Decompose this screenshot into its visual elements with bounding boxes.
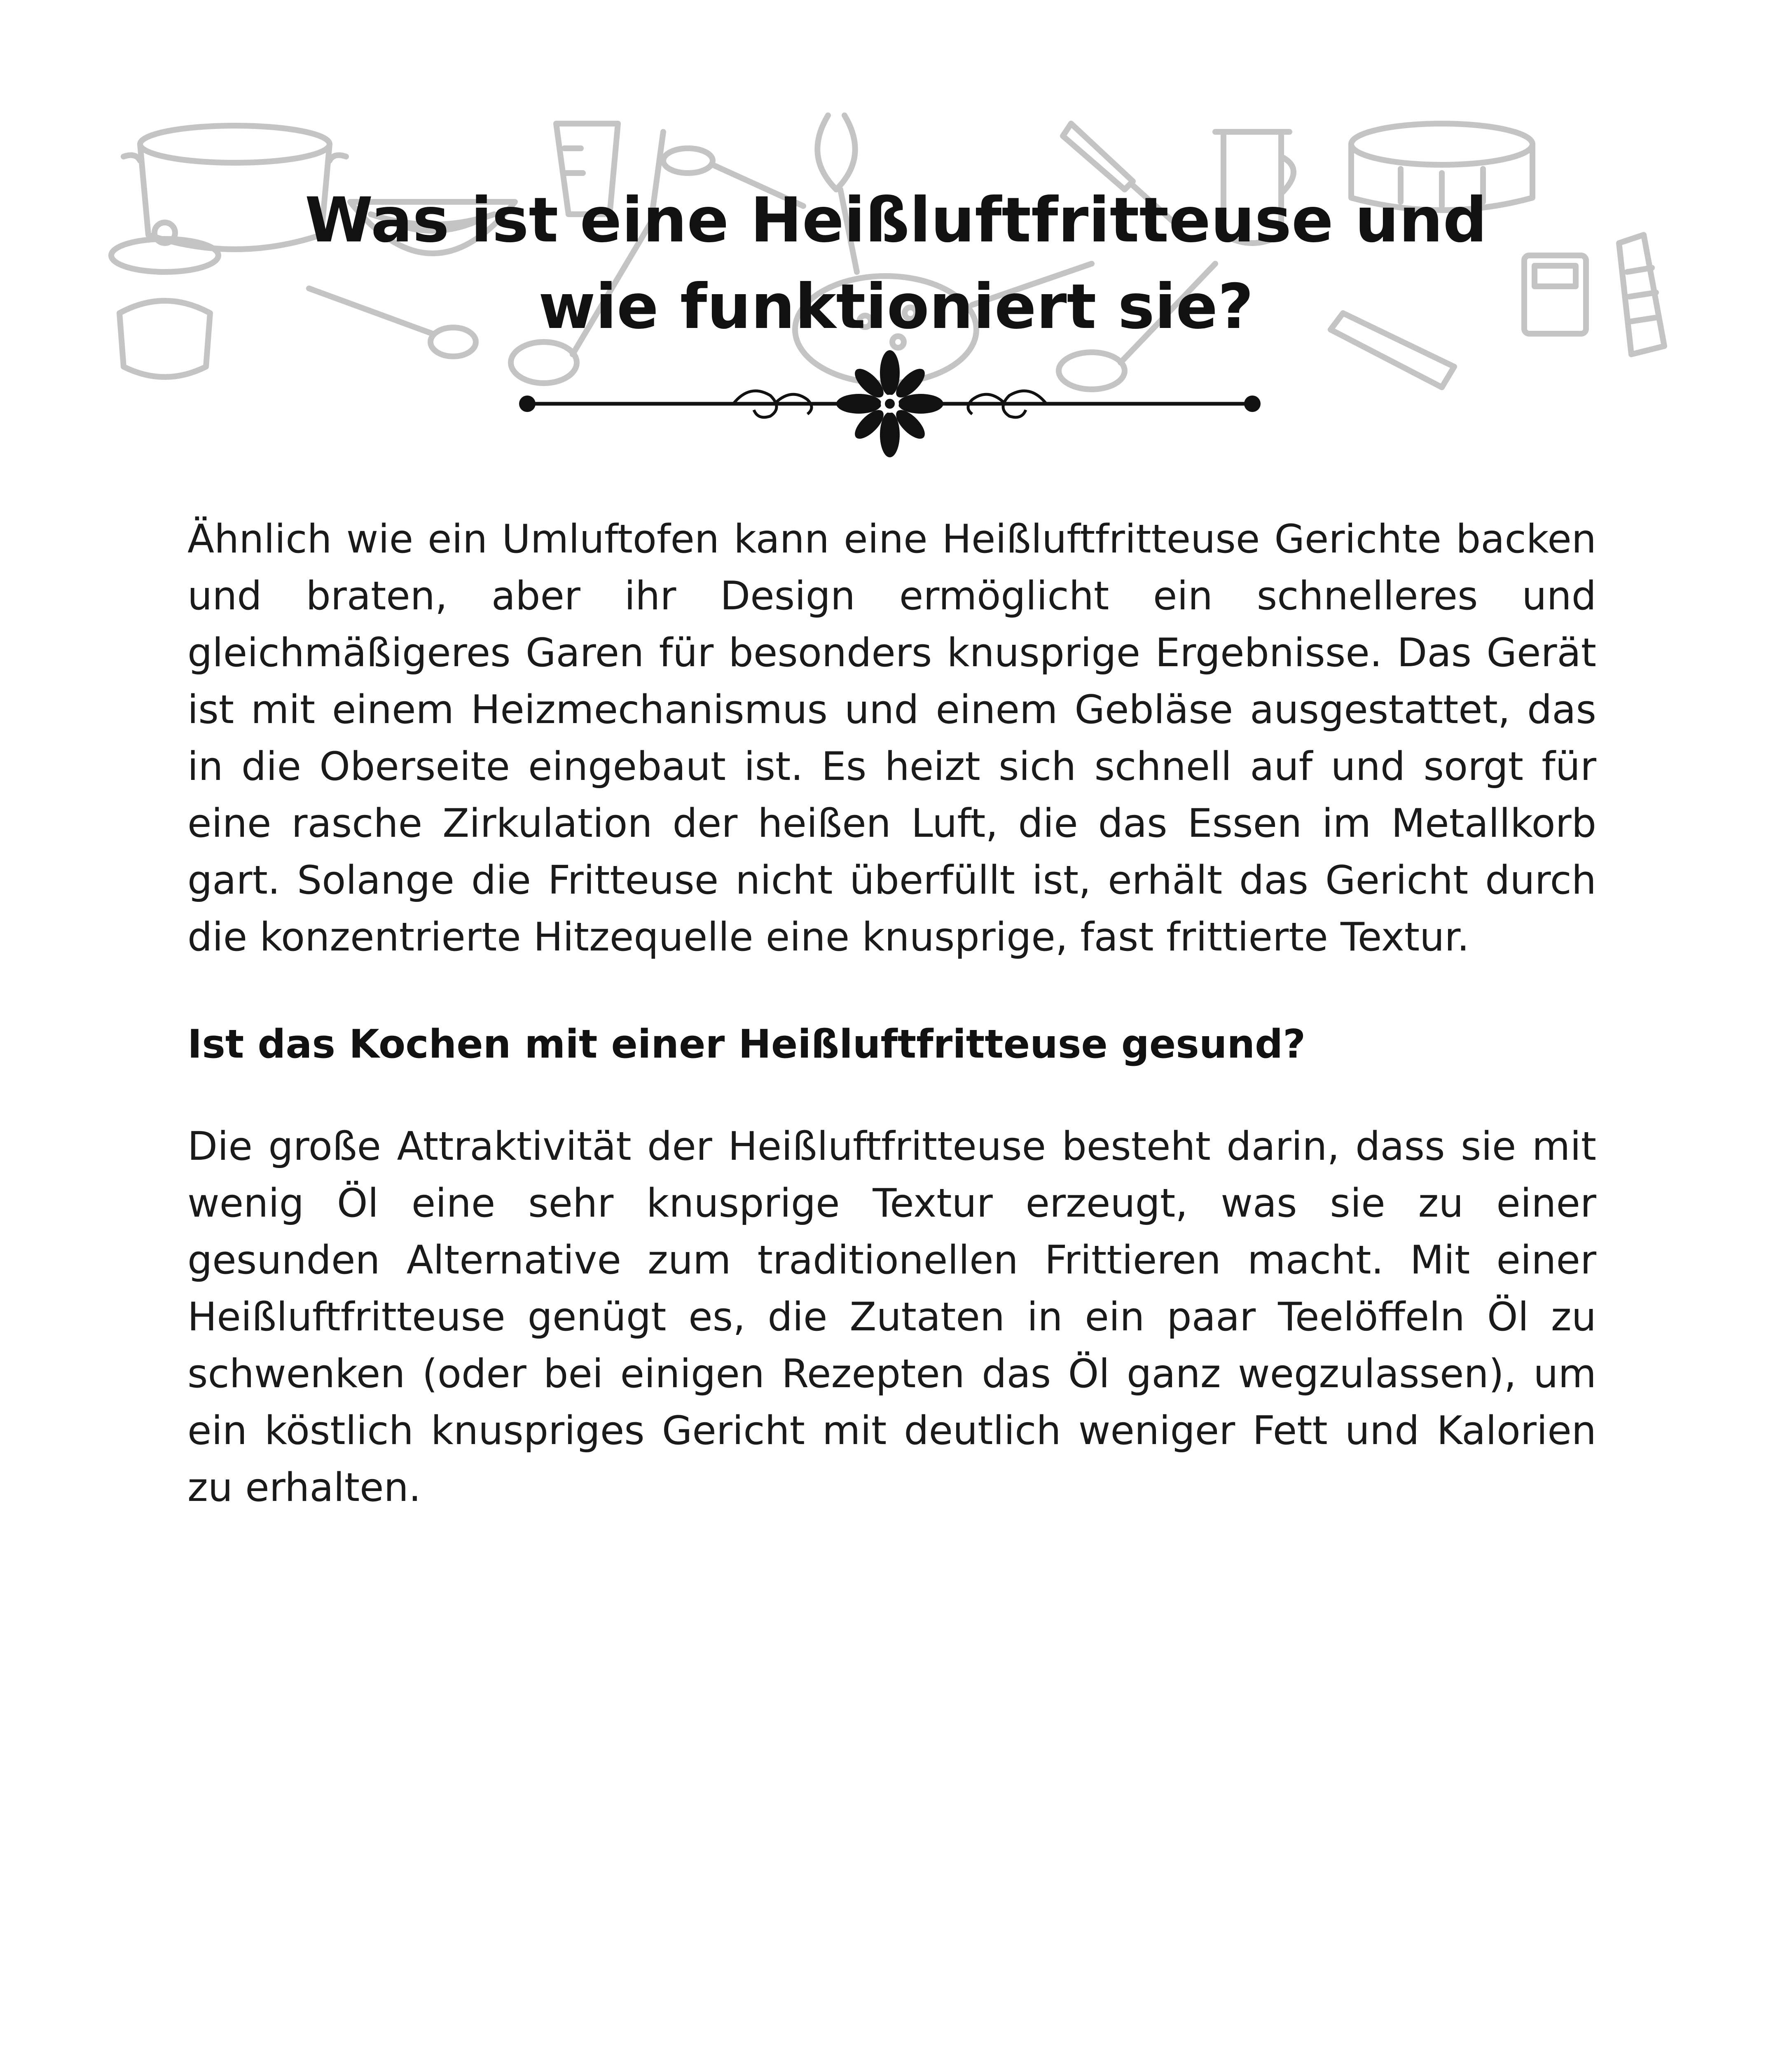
article-body [187,511,1596,1516]
page-title-line-2: wie funktioniert sie? [538,271,1254,343]
pot-lid-icon [111,222,218,377]
paragraph-intro: Ähnlich wie ein Umluftofen kann eine Heißluftfritteuse Gerichte backen und braten, aber ihr Design ermöglicht ein schnelleres und gleichmäßigeres Garen für besonders knusprige Ergebnisse. Das Gerät ist mit einem Heizmechanismus und einem Gebläse ausgestattet, das in die Oberseite eingebaut ist. Es heizt sich schnell auf und sorgt für eine rasche Zirkulation der heißen Luft, die das Essen im Metallkorb gart. Solange die Fritteuse nicht überfüllt ist, erhält das Gericht durch die konzentrierte Hitzequelle eine knusprige, fast frittierte Textur. [187,517,1596,960]
ornament-divider [519,350,1261,457]
page-title [247,177,1545,350]
flower-icon [836,350,943,457]
grater-icon [1619,235,1664,354]
section-heading: Ist das Kochen mit einer Heißluftfritteuse gesund? [187,1022,1306,1067]
paragraph-health: Die große Attraktivität der Heißluftfritteuse besteht darin, dass sie mit wenig Öl eine sehr knusprige Textur erzeugt, was sie zu einer gesunden Alternative zum traditionellen Frittieren macht. Mit einer Heißluftfritteuse genügt es, die Zutaten in ein paar Teelöffeln Öl zu schwenken (oder bei einigen Rezepten das Öl ganz wegzulassen), um ein köstlich knuspriges Gericht mit deutlich weniger Fett und Kalorien zu erhalten. [187,1124,1596,1510]
page-title-line-1: Was ist eine Heißluftfritteuse und [305,185,1487,256]
